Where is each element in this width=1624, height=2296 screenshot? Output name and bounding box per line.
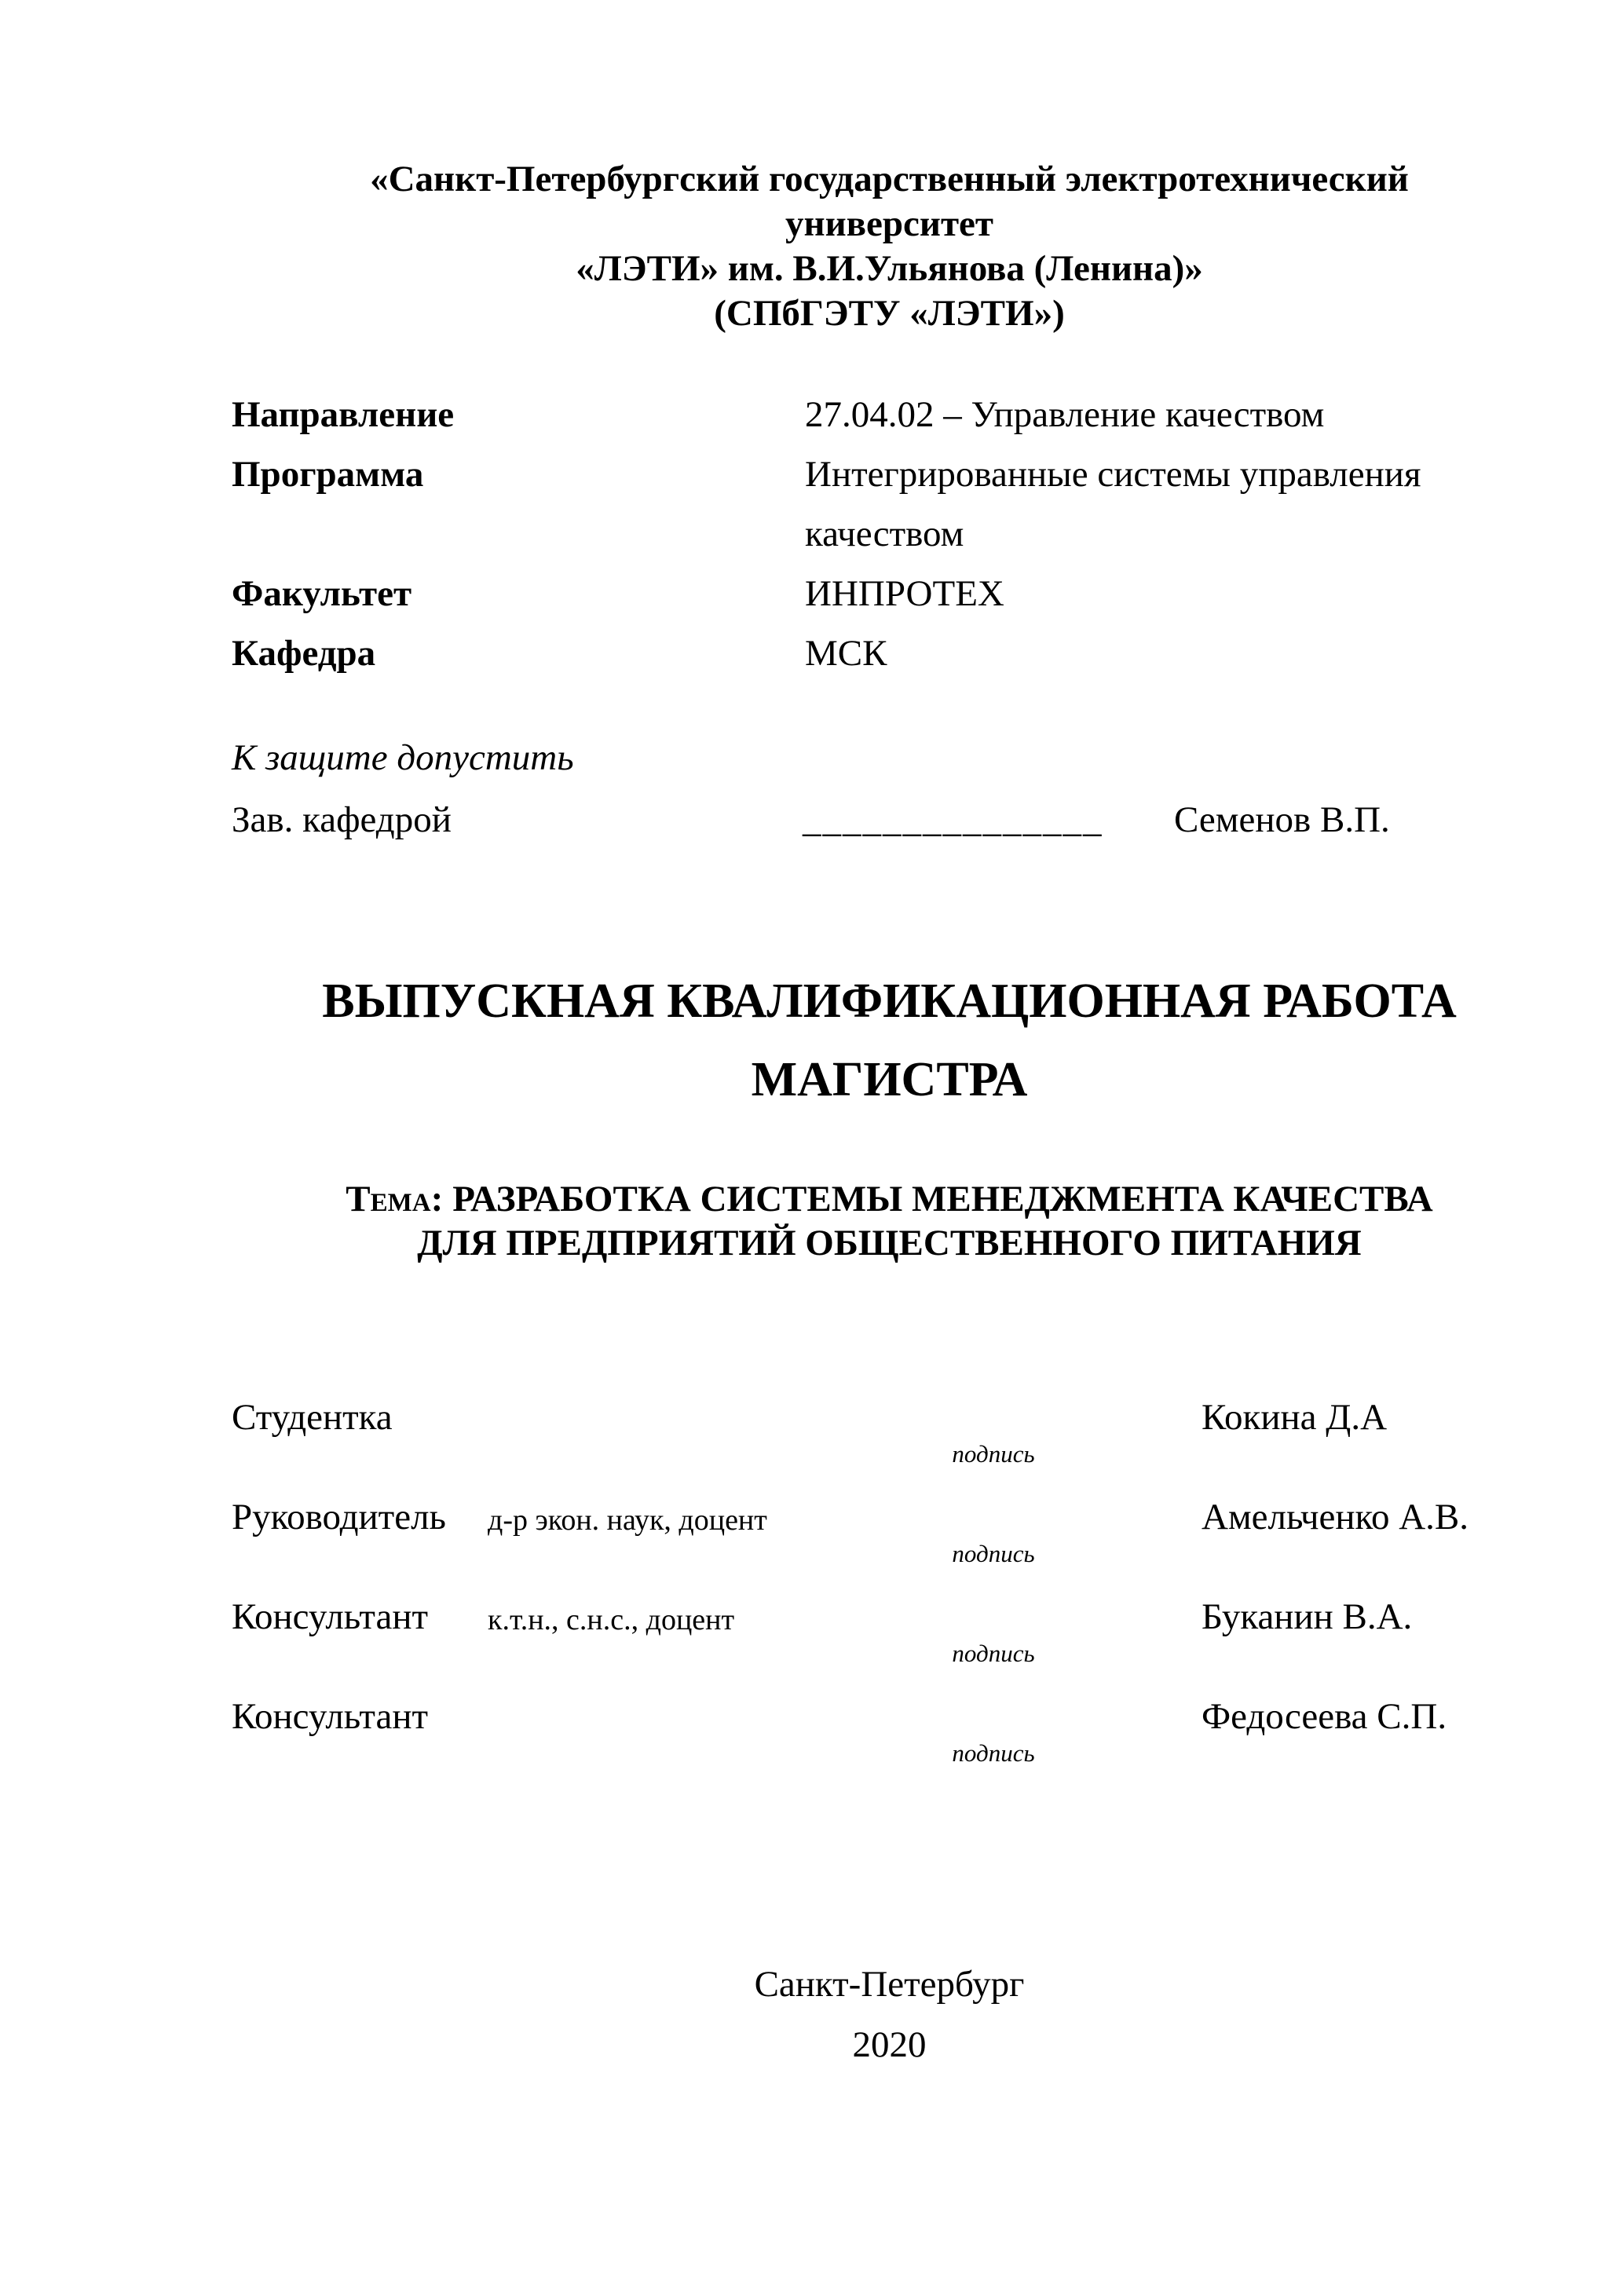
footer-city: Санкт-Петербург — [754, 1964, 1025, 2005]
signatory-row-student — [232, 1395, 1547, 1495]
theme-label: Тема: — [346, 1179, 444, 1219]
signatory-name: Амельченко А.В. — [1202, 1497, 1469, 1537]
requisite-row-department — [232, 623, 1547, 683]
work-title-line: ВЫПУСКНАЯ КВАЛИФИКАЦИОННАЯ РАБОТА — [322, 974, 1457, 1028]
signatory-row-supervisor — [232, 1495, 1547, 1595]
university-header-line: «Санкт-Петербургский государственный электротехнический — [370, 159, 1409, 199]
signatories-block — [232, 1395, 1547, 1794]
admission-block — [232, 727, 1547, 851]
university-header-line: университет — [785, 203, 994, 244]
requisite-label: Программа — [232, 454, 424, 495]
requisites-table — [232, 385, 1547, 683]
footer-year: 2020 — [852, 2024, 927, 2065]
requisite-value: 27.04.02 – Управление качеством — [805, 394, 1325, 435]
signature-caption: подпись — [952, 1540, 1035, 1567]
requisite-value: ИНПРОТЕХ — [805, 573, 1004, 614]
work-title-line: МАГИСТРА — [751, 1053, 1028, 1106]
signatory-role: Студентка — [232, 1397, 393, 1438]
theme-line-2: ДЛЯ ПРЕДПРИЯТИЙ ОБЩЕСТВЕННОГО ПИТАНИЯ — [417, 1223, 1362, 1263]
signature-caption: подпись — [952, 1640, 1035, 1667]
head-of-department-row — [232, 789, 1547, 851]
signatory-name: Кокина Д.А — [1202, 1397, 1388, 1438]
requisite-value: Интегрированные системы управления качеством — [805, 454, 1421, 554]
signatory-name: Буканин В.А. — [1202, 1596, 1413, 1637]
signature-caption: подпись — [952, 1440, 1035, 1468]
head-of-department-label: Зав. кафедрой — [232, 799, 452, 840]
university-header — [232, 157, 1547, 336]
signatory-name: Федосеева С.П. — [1202, 1696, 1447, 1737]
signatory-row-consultant-2 — [232, 1695, 1547, 1794]
signatory-role: Руководитель — [232, 1497, 446, 1537]
signatory-row-consultant-1 — [232, 1595, 1547, 1695]
theme-line-1 — [232, 1177, 1547, 1221]
requisite-row-faculty — [232, 564, 1547, 623]
theme-block — [232, 1177, 1547, 1265]
requisite-row-direction — [232, 385, 1547, 444]
signatory-qualification: к.т.н., с.н.с., доцент — [488, 1603, 735, 1636]
footer — [232, 1954, 1547, 2075]
requisite-label: Кафедра — [232, 633, 376, 674]
requisite-label: Направление — [232, 394, 455, 435]
head-of-department-name: Семенов В.П. — [1174, 799, 1390, 840]
work-title — [232, 962, 1547, 1119]
requisite-row-program — [232, 444, 1547, 564]
permit-line: К защите допустить — [232, 737, 574, 778]
signatory-role: Консультант — [232, 1696, 429, 1737]
theme-text-1: РАЗРАБОТКА СИСТЕМЫ МЕНЕДЖМЕНТА КАЧЕСТВА — [452, 1179, 1433, 1219]
requisite-label: Факультет — [232, 573, 412, 614]
signatory-qualification: д-р экон. наук, доцент — [488, 1504, 767, 1537]
university-header-line: «ЛЭТИ» им. В.И.Ульянова (Ленина)» — [576, 248, 1203, 289]
signature-blank-line: _______________ — [803, 799, 1103, 840]
signature-caption: подпись — [952, 1739, 1035, 1767]
university-header-line: (СПбГЭТУ «ЛЭТИ») — [714, 293, 1065, 334]
requisite-value: МСК — [805, 633, 887, 674]
signatory-role: Консультант — [232, 1596, 429, 1637]
